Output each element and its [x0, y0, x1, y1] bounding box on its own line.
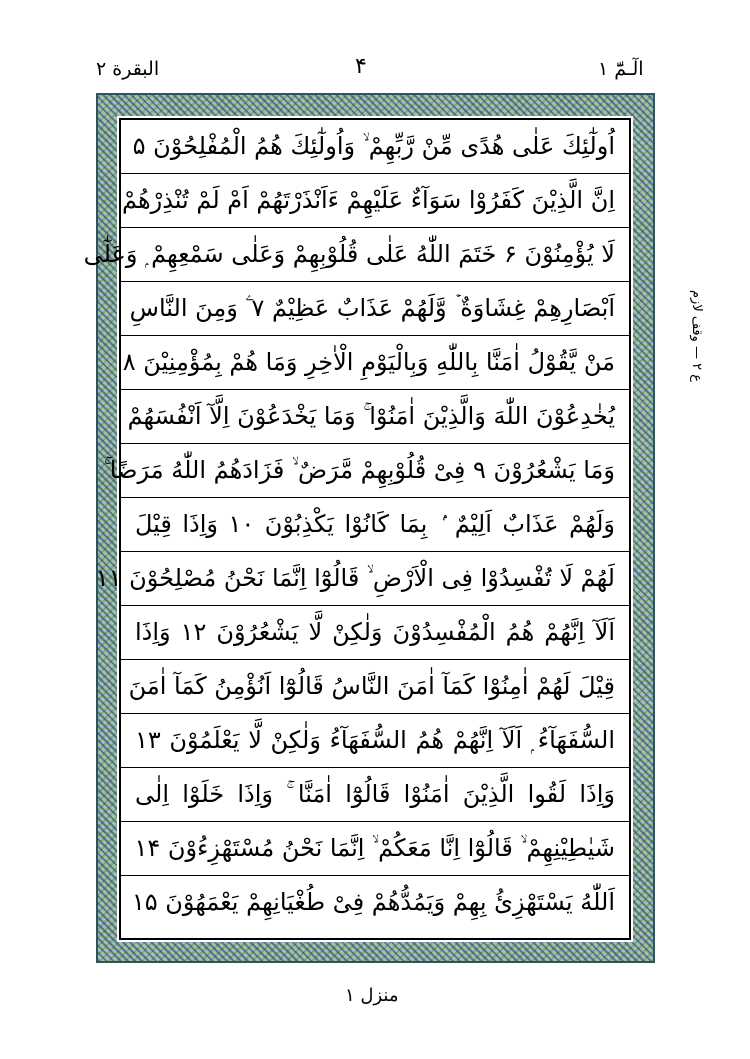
line-text: اَلَآ اِنَّهُمْ هُمُ الْمُفْسِدُوْنَ وَلٰكِنْ لَّا يَشْعُرُوْنَ ۱۲ وَاِذَا	[135, 618, 615, 646]
line-text: وَلَهُمْ عَذَابٌ اَلِيْمٌ ۢ بِمَا كَانُوْا يَكْذِبُوْنَ ۱۰ وَاِذَا قِيْلَ	[135, 510, 616, 538]
text-line	[121, 336, 629, 390]
text-line	[121, 822, 629, 876]
line-text: لَهُمْ لَا تُفْسِدُوْا فِى الْاَرْضِ ۙ قَالُوْٓا اِنَّمَا نَحْنُ مُصْلِحُوْنَ ۱۱	[95, 564, 615, 592]
line-text: اَبْصَارِهِمْ غِشَاوَةٌ ۡ وَّلَهُمْ عَذَابٌ عَظِيْمٌ ۷ ۧ وَمِنَ النَّاسِ	[129, 294, 615, 322]
line-text: اَللّٰهُ يَسْتَهْزِئُ بِهِمْ وَيَمُدُّهُمْ فِىْ طُغْيَانِهِمْ يَعْمَهُوْنَ ۱۵	[131, 888, 615, 916]
chapter-name-header: البقرة ۲	[96, 58, 160, 80]
text-line	[121, 876, 629, 930]
text-line	[103, 444, 629, 498]
text-line	[121, 282, 629, 336]
line-text: لَا يُؤْمِنُوْنَ ۶ خَتَمَ اللّٰهُ عَلٰى قُلُوْبِهِمْ وَعَلٰى سَمْعِهِمْ ۭ وَعَلٰٓى	[83, 240, 615, 268]
text-line	[121, 660, 629, 714]
text-line	[121, 390, 629, 444]
text-line	[121, 768, 629, 822]
text-line	[121, 498, 629, 552]
text-line	[83, 228, 629, 282]
line-text: السُّفَهَآءُ ۭ اَلَآ اِنَّهُمْ هُمُ السُّفَهَآءُ وَلٰكِنْ لَّا يَعْلَمُوْنَ ۱۳	[135, 726, 615, 754]
text-line	[121, 174, 629, 228]
line-text: اُولٰٓئِكَ عَلٰى هُدًى مِّنْ رَّبِّهِمْ ۙ وَاُولٰٓئِكَ هُمُ الْمُفْلِحُوْنَ ۵	[132, 132, 615, 160]
text-line	[121, 714, 629, 768]
surah-ref-header: الٓـمّٓ ۱	[598, 58, 644, 80]
line-text: قِيْلَ لَهُمْ اٰمِنُوْا كَمَآ اٰمَنَ النَّاسُ قَالُوْٓا اَنُؤْمِنُ كَمَآ اٰمَنَ	[128, 672, 615, 700]
page-number: ۴	[355, 54, 367, 79]
line-text: شَيٰطِيْنِهِمْ ۙ قَالُوْٓا اِنَّا مَعَكُمْ ۙ اِنَّمَا نَحْنُ مُسْتَهْزِءُوْنَ ۱۴	[134, 834, 615, 862]
line-text: يُخٰدِعُوْنَ اللّٰهَ وَالَّذِيْنَ اٰمَنُوْا ۚ وَمَا يَخْدَعُوْنَ اِلَّآ اَنْفُسَهُمْ	[127, 402, 615, 430]
line-text: مَنْ يَّقُوْلُ اٰمَنَّا بِاللّٰهِ وَبِالْيَوْمِ الْاٰخِرِ وَمَا هُمْ بِمُؤْمِنِيْنَ ۸	[122, 348, 615, 376]
text-line	[121, 606, 629, 660]
text-panel	[83, 118, 631, 940]
manzil-footer: منزل ۱	[345, 985, 399, 1006]
text-line	[95, 552, 629, 606]
line-text: وَاِذَا لَقُوا الَّذِيْنَ اٰمَنُوْا قَالُوْٓا اٰمَنَّا ۚ وَاِذَا خَلَوْا اِلٰى	[135, 780, 615, 808]
line-text: اِنَّ الَّذِيْنَ كَفَرُوْا سَوَآءٌ عَلَيْهِمْ ءَاَنْذَرْتَهُمْ اَمْ لَمْ تُنْذِرْهُمْ	[121, 186, 615, 214]
line-text: وَمَا يَشْعُرُوْنَ ۹ فِىْ قُلُوْبِهِمْ مَّرَضٌ ۙ فَزَادَهُمُ اللّٰهُ مَرَضًا ۚ	[103, 456, 615, 484]
margin-note: ع ۲ — وقف لازم	[689, 290, 704, 382]
text-line	[121, 120, 629, 174]
